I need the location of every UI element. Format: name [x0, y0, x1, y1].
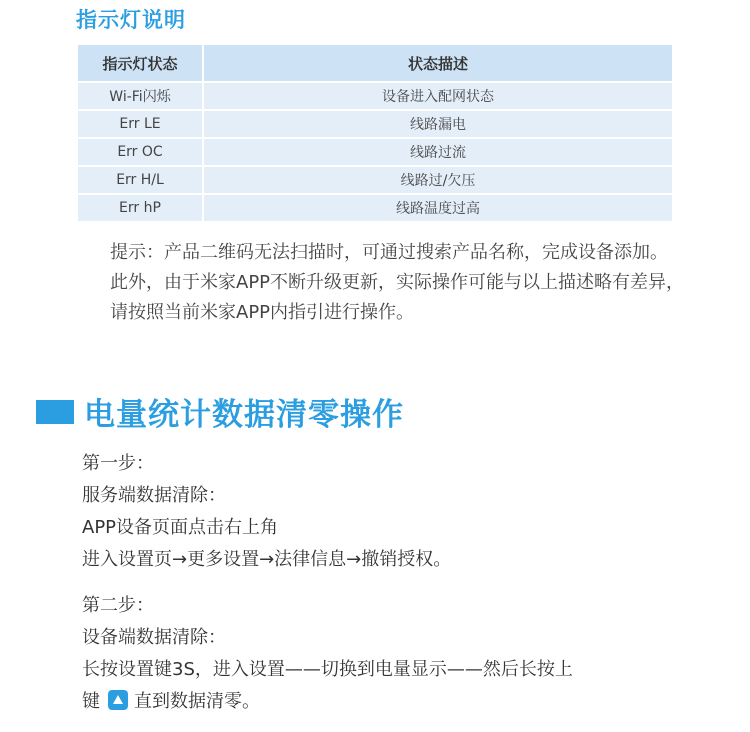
- indicator-table: [76, 43, 674, 223]
- step-one-line-2: 进入设置页→更多设置→法律信息→撤销授权。: [82, 549, 452, 570]
- step-one: [82, 448, 702, 576]
- power-section-title: 电量统计数据清零操作: [84, 397, 404, 433]
- step-two-line-2-suffix: 直到数据清零。: [134, 691, 260, 712]
- step-one-subtitle: 服务端数据清除：: [82, 485, 226, 506]
- table-row: [77, 110, 673, 138]
- table-row: [77, 194, 673, 222]
- table-row: [77, 138, 673, 166]
- step-two-label: 第二步：: [82, 595, 154, 616]
- tip-qr-code: 提示：产品二维码无法扫描时，可通过搜索产品名称，完成设备添加。: [110, 242, 668, 263]
- step-two-subtitle: 设备端数据清除：: [82, 627, 226, 648]
- table-row: [77, 82, 673, 110]
- indicator-section-title: 指示灯说明: [76, 8, 186, 32]
- status-description-cell: 线路漏电: [203, 110, 673, 138]
- status-description-cell: 线路过流: [203, 138, 673, 166]
- indicator-status-cell: Wi-Fi闪烁: [77, 82, 203, 110]
- status-description-cell: 线路过/欠压: [203, 166, 673, 194]
- step-one-line-1: APP设备页面点击右上角: [82, 517, 279, 538]
- header-status-description: 状态描述: [203, 44, 673, 82]
- step-two: [82, 590, 702, 718]
- up-arrow-key-icon: [108, 690, 128, 710]
- table-row: [77, 166, 673, 194]
- table-header-row: [77, 44, 673, 82]
- steps-block: [82, 448, 702, 732]
- step-two-line-2: [82, 686, 702, 718]
- step-two-line-2-prefix: 键: [82, 691, 100, 712]
- indicator-status-cell: Err OC: [77, 138, 203, 166]
- indicator-status-cell: Err H/L: [77, 166, 203, 194]
- indicator-status-cell: Err hP: [77, 194, 203, 222]
- section-accent-bar: [36, 400, 74, 424]
- step-two-line-1: 长按设置键3S，进入设置——切换到电量显示——然后长按上: [82, 659, 573, 680]
- header-indicator-status: 指示灯状态: [77, 44, 203, 82]
- indicator-status-cell: Err LE: [77, 110, 203, 138]
- tip-app-update: 此外，由于米家APP不断升级更新，实际操作可能与以上描述略有差异，请按照当前米家APP内指引进行操作。: [110, 272, 685, 323]
- tips-block: [110, 238, 690, 328]
- status-description-cell: 设备进入配网状态: [203, 82, 673, 110]
- step-one-label: 第一步：: [82, 453, 154, 474]
- status-description-cell: 线路温度过高: [203, 194, 673, 222]
